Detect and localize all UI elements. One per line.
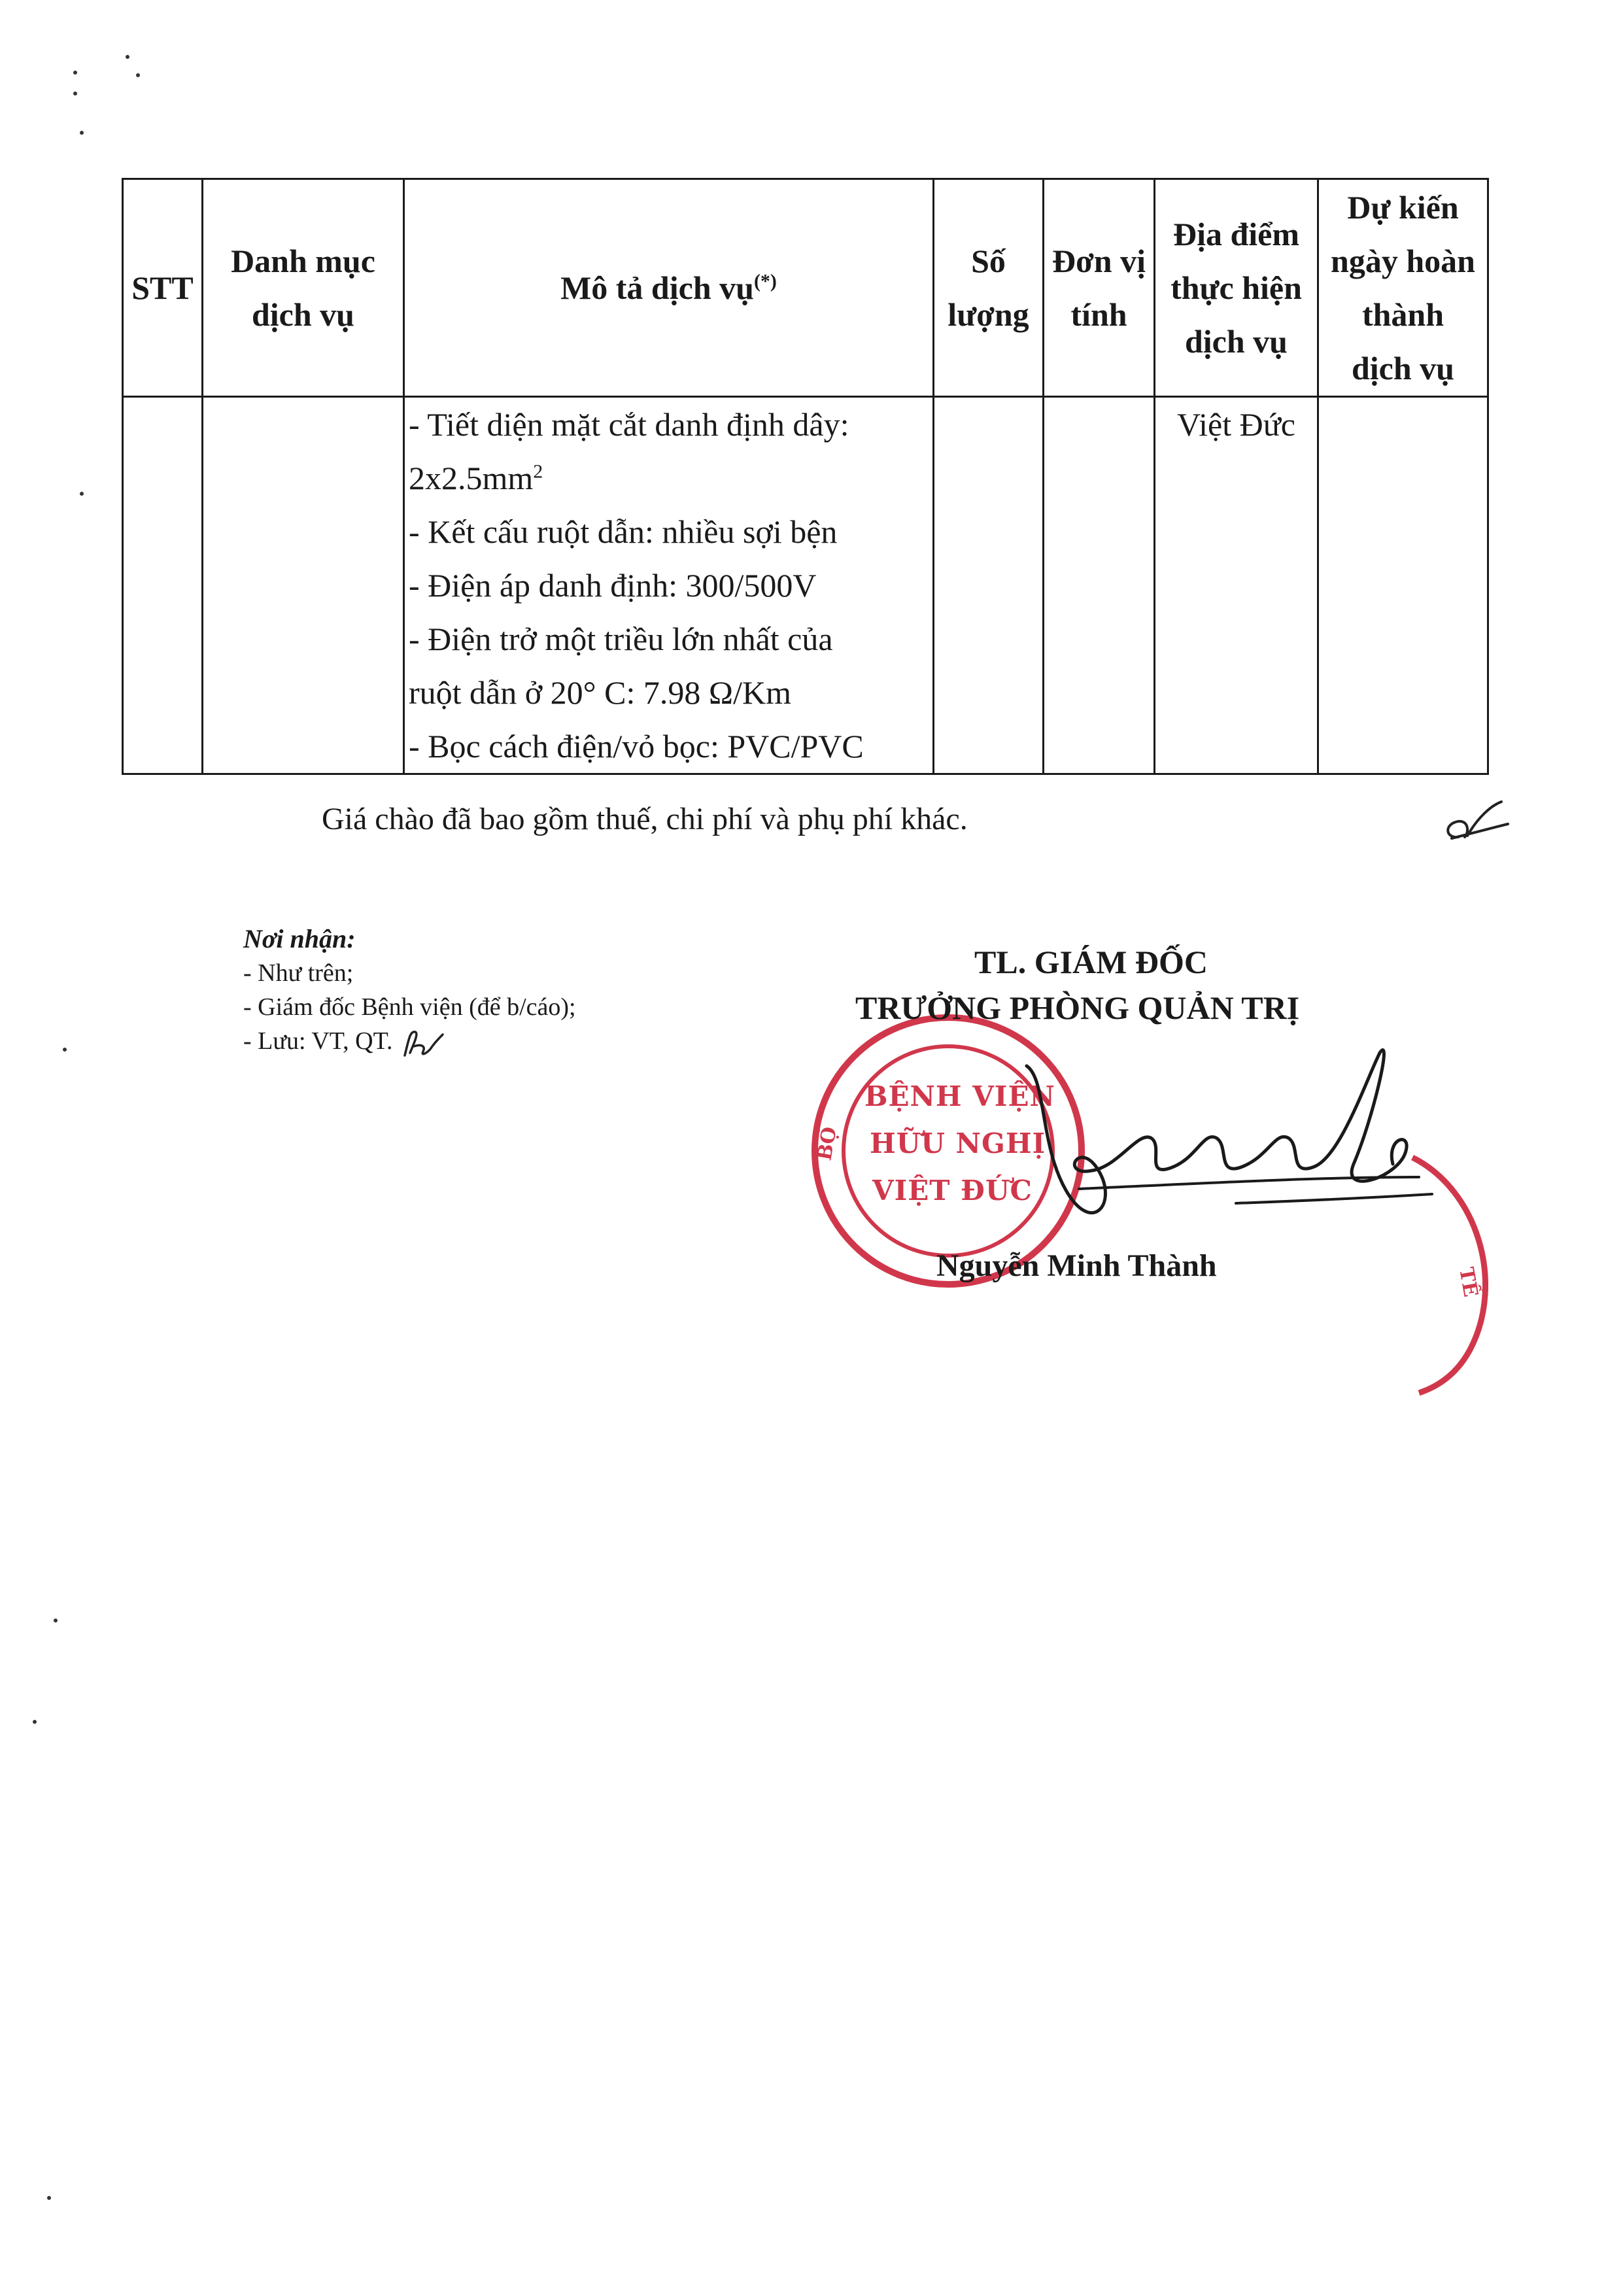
scan-speck: [54, 1619, 58, 1622]
seal-line: VIỆT ĐỨC: [872, 1174, 1033, 1207]
signature-title-line1: TL. GIÁM ĐỐC: [974, 944, 1208, 980]
description-line: - Kết cấu ruột dẫn: nhiều sợi bện: [409, 513, 838, 550]
recipient-item: - Lưu: VT, QT.: [243, 1024, 576, 1059]
price-note: Giá chào đã bao gồm thuế, chi phí và phụ phí khác.: [322, 802, 968, 836]
scan-speck: [73, 92, 77, 95]
scan-speck: [73, 71, 77, 75]
description-line: - Điện trở một triều lớn nhất của: [409, 621, 833, 657]
scan-speck: [63, 1048, 67, 1052]
recipients-title: Nơi nhận:: [243, 924, 356, 953]
header-description: Mô tả dịch vụ(*): [404, 179, 934, 397]
header-stt: STT: [123, 179, 203, 397]
description-line: - Điện áp danh định: 300/500V: [409, 567, 817, 604]
cell-location: Việt Đức: [1155, 397, 1318, 774]
margin-initial-icon: [1439, 798, 1511, 850]
header-completion: Dự kiến ngày hoàn thành dịch vụ: [1318, 179, 1488, 397]
seal-line: BỆNH VIỆN: [864, 1080, 1055, 1112]
description-line: $2x2.5mm^2$: [409, 460, 543, 496]
svg-text:BỘ: BỘ: [813, 1125, 842, 1163]
svg-text:TẾ: TẾ: [1454, 1265, 1482, 1299]
scan-speck: [136, 73, 140, 77]
signer-name: Nguyễn Minh Thành: [936, 1248, 1217, 1283]
cell-category: [203, 397, 404, 774]
scan-speck: [47, 2196, 51, 2200]
description-line: - Tiết diện mặt cắt danh định dây:: [409, 406, 849, 443]
cell-unit: [1044, 397, 1155, 774]
header-quantity: Số lượng: [934, 179, 1044, 397]
cell-quantity: [934, 397, 1044, 774]
header-unit: Đơn vị tính: [1044, 179, 1155, 397]
scan-speck: [80, 492, 84, 496]
paraph-icon: [400, 1027, 445, 1059]
cell-completion: [1318, 397, 1488, 774]
scan-speck: [80, 131, 84, 135]
recipient-item: - Như trên;: [243, 959, 354, 987]
recipients-block: [243, 922, 576, 1059]
description-line: ruột dẫn ở 20° C: 7.98 Ω/Km: [409, 674, 791, 711]
handwritten-signature-icon: [1000, 1040, 1458, 1256]
scan-speck: [33, 1720, 37, 1724]
seal-line: HỮU NGHỊ: [870, 1127, 1046, 1159]
scan-speck: [126, 55, 129, 59]
cell-stt: [123, 397, 203, 774]
header-location: Địa điểm thực hiện dịch vụ: [1155, 179, 1318, 397]
service-table: [122, 178, 1489, 775]
table-row: [123, 397, 1488, 774]
description-line: - Bọc cách điện/vỏ bọc: PVC/PVC: [409, 728, 864, 764]
signature-title-line2: TRƯỞNG PHÒNG QUẢN TRỊ: [855, 989, 1300, 1026]
header-category: Danh mục dịch vụ: [203, 179, 404, 397]
recipient-item: - Giám đốc Bệnh viện (để b/cáo);: [243, 993, 576, 1021]
table-header-row: [123, 179, 1488, 397]
cell-description: [404, 397, 934, 774]
